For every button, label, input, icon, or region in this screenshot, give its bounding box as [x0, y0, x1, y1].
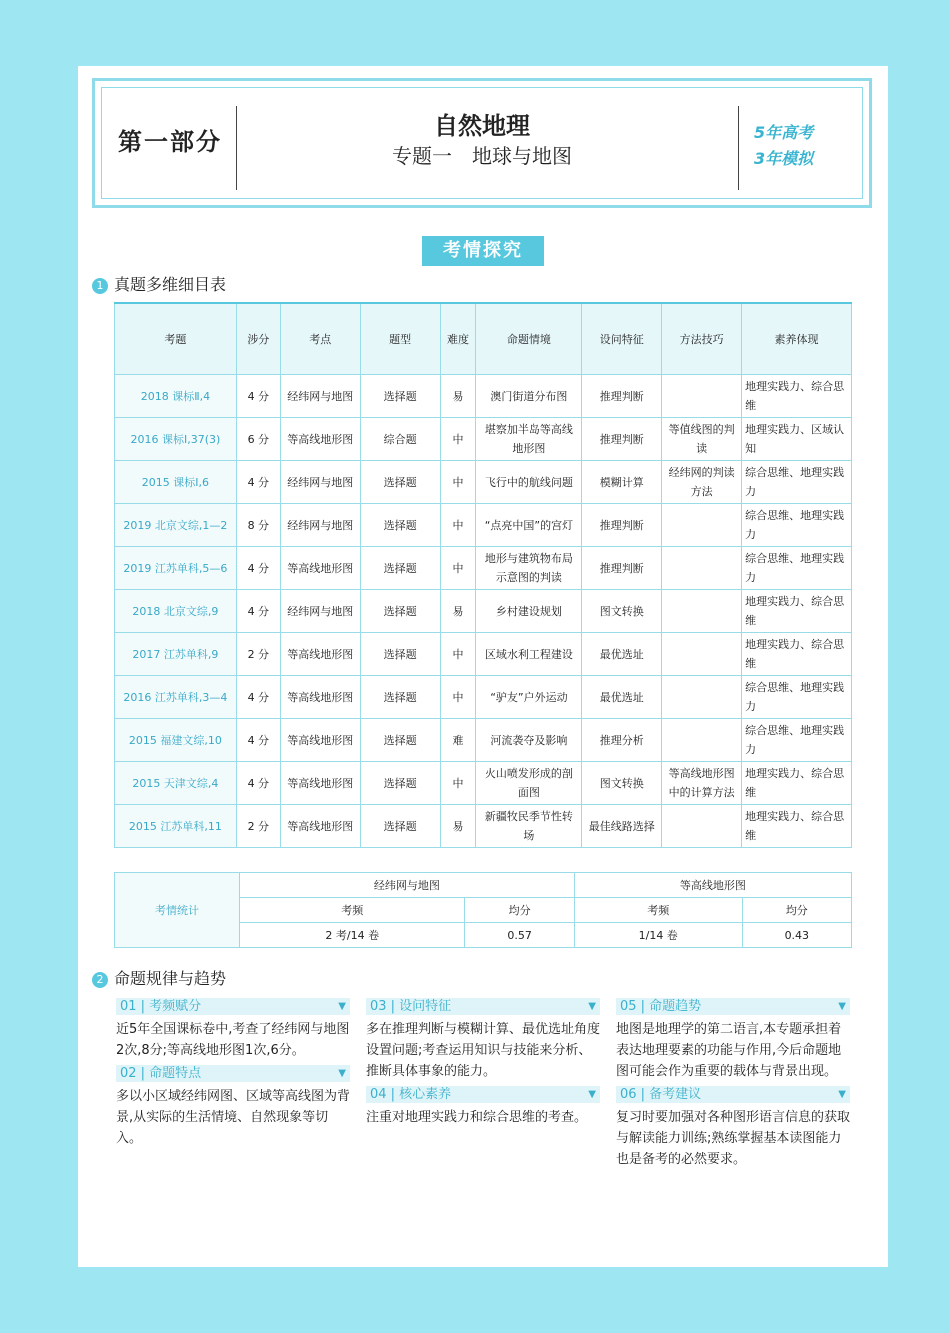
table-cell: 选择题 — [360, 633, 440, 676]
table-cell: 等高线地形图 — [280, 805, 360, 848]
table-cell — [662, 805, 742, 848]
table-cell: 易 — [440, 375, 476, 418]
col-header: 素养体现 — [742, 303, 852, 375]
table-cell: 2016 江苏单科,3—4 — [115, 676, 237, 719]
table-cell: 区域水利工程建设 — [476, 633, 582, 676]
stats-sub: 均分 — [465, 898, 574, 923]
table-row — [115, 676, 852, 719]
table-cell: 选择题 — [360, 762, 440, 805]
table-row — [115, 805, 852, 848]
table-cell: 中 — [440, 762, 476, 805]
table-cell: 等高线地形图 — [280, 547, 360, 590]
exam-analysis-banner: 考情探究 — [422, 236, 544, 266]
table-cell: 选择题 — [360, 547, 440, 590]
table-cell: 中 — [440, 461, 476, 504]
stats-value: 1/14 卷 — [574, 923, 742, 948]
table-cell: 2 分 — [236, 805, 280, 848]
table-cell: 选择题 — [360, 676, 440, 719]
col-header: 考点 — [280, 303, 360, 375]
table-cell: 最佳线路选择 — [582, 805, 662, 848]
table-row — [115, 504, 852, 547]
table-cell: 乡村建设规划 — [476, 590, 582, 633]
table-cell: 2018 北京文综,9 — [115, 590, 237, 633]
table-cell: 等高线地形图 — [280, 676, 360, 719]
stats-table — [114, 872, 852, 948]
table-cell: 综合思维、地理实践力 — [742, 676, 852, 719]
table-cell: 经纬网与地图 — [280, 590, 360, 633]
box-header — [366, 998, 600, 1015]
chevron-down-icon: ▼ — [838, 1001, 846, 1012]
table-cell: 选择题 — [360, 461, 440, 504]
trend-column-1 — [116, 998, 350, 1153]
table-cell — [662, 719, 742, 762]
col-header: 涉分 — [236, 303, 280, 375]
table-cell: 易 — [440, 590, 476, 633]
box-body: 近5年全国课标卷中,考查了经纬网与地图2次,8分;等高线地形图1次,6分。 — [116, 1022, 350, 1058]
table-cell: “驴友”户外运动 — [476, 676, 582, 719]
stats-value: 0.43 — [742, 923, 851, 948]
table-cell: 中 — [440, 676, 476, 719]
box-title: 01 | 考频赋分 — [120, 999, 202, 1014]
trend-column-2 — [366, 998, 600, 1132]
table-cell: 2019 北京文综,1—2 — [115, 504, 237, 547]
box-body: 多在推理判断与模糊计算、最优选址角度设置问题;考查运用知识与技能来分析、推断具体事象的能力。 — [366, 1022, 601, 1079]
col-header: 考题 — [115, 303, 237, 375]
box-title: 05 | 命题趋势 — [620, 999, 702, 1014]
col-header: 命题情境 — [476, 303, 582, 375]
box-header — [616, 998, 850, 1015]
logo-bottom-text: 3年模拟 — [754, 149, 814, 168]
table-cell: 经纬网的判读方法 — [662, 461, 742, 504]
chevron-down-icon: ▼ — [588, 1089, 596, 1100]
stats-sub: 考频 — [240, 898, 465, 923]
table-cell: 4 分 — [236, 375, 280, 418]
table-row — [115, 418, 852, 461]
header-inner-frame — [101, 87, 863, 199]
stats-label: 考情统计 — [115, 873, 240, 948]
table-cell: 等高线地形图中的计算方法 — [662, 762, 742, 805]
box-body: 多以小区域经纬网图、区域等高线图为背景,从实际的生活情境、自然现象等切入。 — [116, 1089, 351, 1146]
box-header — [116, 998, 350, 1015]
chevron-down-icon: ▼ — [338, 1001, 346, 1012]
logo-top-text: 5年高考 — [754, 123, 814, 142]
table-cell: 4 分 — [236, 719, 280, 762]
table-cell: 堪察加半岛等高线地形图 — [476, 418, 582, 461]
box-title: 04 | 核心素养 — [370, 1087, 452, 1102]
table-cell: 经纬网与地图 — [280, 461, 360, 504]
stats-value: 2 考/14 卷 — [240, 923, 465, 948]
table-cell: 2015 课标Ⅰ,6 — [115, 461, 237, 504]
table-cell: 最优选址 — [582, 633, 662, 676]
table-cell — [662, 547, 742, 590]
table-cell: 易 — [440, 805, 476, 848]
table-cell: 推理判断 — [582, 547, 662, 590]
table-cell: 2 分 — [236, 633, 280, 676]
chevron-down-icon: ▼ — [588, 1001, 596, 1012]
table-cell: 图文转换 — [582, 590, 662, 633]
table-cell: 综合思维、地理实践力 — [742, 461, 852, 504]
table-cell: 2015 福建文综,10 — [115, 719, 237, 762]
table-cell: 中 — [440, 633, 476, 676]
table-cell: 难 — [440, 719, 476, 762]
table-row — [115, 375, 852, 418]
page — [78, 66, 888, 1267]
table-cell: 选择题 — [360, 805, 440, 848]
table-cell — [662, 676, 742, 719]
section-2-title — [92, 966, 226, 989]
table-cell: 等高线地形图 — [280, 418, 360, 461]
table-cell: 图文转换 — [582, 762, 662, 805]
table-row — [115, 547, 852, 590]
table-row — [115, 762, 852, 805]
table-cell: 2019 江苏单科,5—6 — [115, 547, 237, 590]
table-row — [115, 633, 852, 676]
table-cell — [662, 633, 742, 676]
table-cell: 综合思维、地理实践力 — [742, 547, 852, 590]
box-header — [366, 1086, 600, 1103]
chapter-header — [92, 78, 872, 208]
table-cell: 选择题 — [360, 719, 440, 762]
table-cell: 4 分 — [236, 461, 280, 504]
table-cell: 经纬网与地图 — [280, 375, 360, 418]
table-cell: 火山喷发形成的剖面图 — [476, 762, 582, 805]
table-cell: 等值线图的判读 — [662, 418, 742, 461]
table-cell: 最优选址 — [582, 676, 662, 719]
box-title: 02 | 命题特点 — [120, 1066, 202, 1081]
table-cell: 中 — [440, 418, 476, 461]
table-cell: 河流袭夺及影响 — [476, 719, 582, 762]
table-cell: “点亮中国”的宫灯 — [476, 504, 582, 547]
table-cell: 经纬网与地图 — [280, 504, 360, 547]
table-cell: 中 — [440, 504, 476, 547]
table-cell: 地理实践力、综合思维 — [742, 762, 852, 805]
section-1-number: 1 — [92, 278, 108, 294]
table-cell — [662, 590, 742, 633]
chapter-title: 自然地理 — [434, 112, 530, 140]
table-cell: 综合思维、地理实践力 — [742, 719, 852, 762]
table-cell: 2018 课标Ⅱ,4 — [115, 375, 237, 418]
table-cell: 4 分 — [236, 676, 280, 719]
table-cell: 推理分析 — [582, 719, 662, 762]
chevron-down-icon: ▼ — [338, 1068, 346, 1079]
col-header: 设问特征 — [582, 303, 662, 375]
table-cell: 地理实践力、综合思维 — [742, 375, 852, 418]
part-label: 第一部分 — [118, 128, 222, 156]
header-divider-right — [738, 106, 739, 190]
table-row — [115, 719, 852, 762]
table-cell: 4 分 — [236, 590, 280, 633]
box-body: 复习时要加强对各种图形语言信息的获取与解读能力训练;熟练掌握基本读图能力也是备考的必然要求。 — [616, 1110, 851, 1167]
box-body: 地图是地理学的第二语言,本专题承担着表达地理要素的功能与作用,今后命题地图可能会作为重要的载体与背景出现。 — [616, 1022, 842, 1079]
box-title: 06 | 备考建议 — [620, 1087, 702, 1102]
table-cell: 等高线地形图 — [280, 633, 360, 676]
table-cell: 推理判断 — [582, 418, 662, 461]
table-cell: 地理实践力、综合思维 — [742, 805, 852, 848]
box-title: 03 | 设问特征 — [370, 999, 452, 1014]
stats-group: 经纬网与地图 — [240, 873, 575, 898]
stats-value: 0.57 — [465, 923, 574, 948]
table-header-row — [115, 303, 852, 375]
table-cell: 澳门街道分布图 — [476, 375, 582, 418]
col-header: 方法技巧 — [662, 303, 742, 375]
brand-logo — [750, 112, 850, 172]
table-cell: 地理实践力、区域认知 — [742, 418, 852, 461]
box-body: 注重对地理实践力和综合思维的考查。 — [366, 1110, 588, 1125]
table-cell: 4 分 — [236, 547, 280, 590]
chevron-down-icon: ▼ — [838, 1089, 846, 1100]
table-cell: 地理实践力、综合思维 — [742, 590, 852, 633]
table-cell: 模糊计算 — [582, 461, 662, 504]
section-1-title — [92, 272, 226, 295]
stats-sub: 均分 — [742, 898, 851, 923]
table-cell: 6 分 — [236, 418, 280, 461]
table-row — [115, 461, 852, 504]
box-header — [116, 1065, 350, 1082]
table-cell: 选择题 — [360, 375, 440, 418]
table-cell: 等高线地形图 — [280, 719, 360, 762]
chapter-subtitle: 专题一 地球与地图 — [392, 144, 572, 168]
box-header — [616, 1086, 850, 1103]
table-cell: 中 — [440, 547, 476, 590]
table-cell — [662, 504, 742, 547]
table-cell: 2017 江苏单科,9 — [115, 633, 237, 676]
table-cell: 地理实践力、综合思维 — [742, 633, 852, 676]
table-cell: 8 分 — [236, 504, 280, 547]
col-header: 难度 — [440, 303, 476, 375]
table-row — [115, 590, 852, 633]
table-cell: 4 分 — [236, 762, 280, 805]
table-cell: 新疆牧民季节性转场 — [476, 805, 582, 848]
table-cell: 地形与建筑物布局示意图的判读 — [476, 547, 582, 590]
table-cell: 推理判断 — [582, 375, 662, 418]
table-cell: 飞行中的航线问题 — [476, 461, 582, 504]
table-cell: 2015 江苏单科,11 — [115, 805, 237, 848]
col-header: 题型 — [360, 303, 440, 375]
table-cell: 2015 天津文综,4 — [115, 762, 237, 805]
table-cell: 选择题 — [360, 590, 440, 633]
trend-column-3 — [616, 998, 850, 1174]
table-cell — [662, 375, 742, 418]
section-1-label: 真题多维细目表 — [114, 275, 227, 294]
stats-sub: 考频 — [574, 898, 742, 923]
table-cell: 综合思维、地理实践力 — [742, 504, 852, 547]
section-2-label: 命题规律与趋势 — [114, 969, 227, 988]
table-cell: 选择题 — [360, 504, 440, 547]
table-cell: 推理判断 — [582, 504, 662, 547]
table-cell: 2016 课标Ⅰ,37(3) — [115, 418, 237, 461]
exam-table — [114, 302, 852, 848]
section-2-number: 2 — [92, 972, 108, 988]
table-cell: 综合题 — [360, 418, 440, 461]
stats-group: 等高线地形图 — [574, 873, 851, 898]
table-cell: 等高线地形图 — [280, 762, 360, 805]
